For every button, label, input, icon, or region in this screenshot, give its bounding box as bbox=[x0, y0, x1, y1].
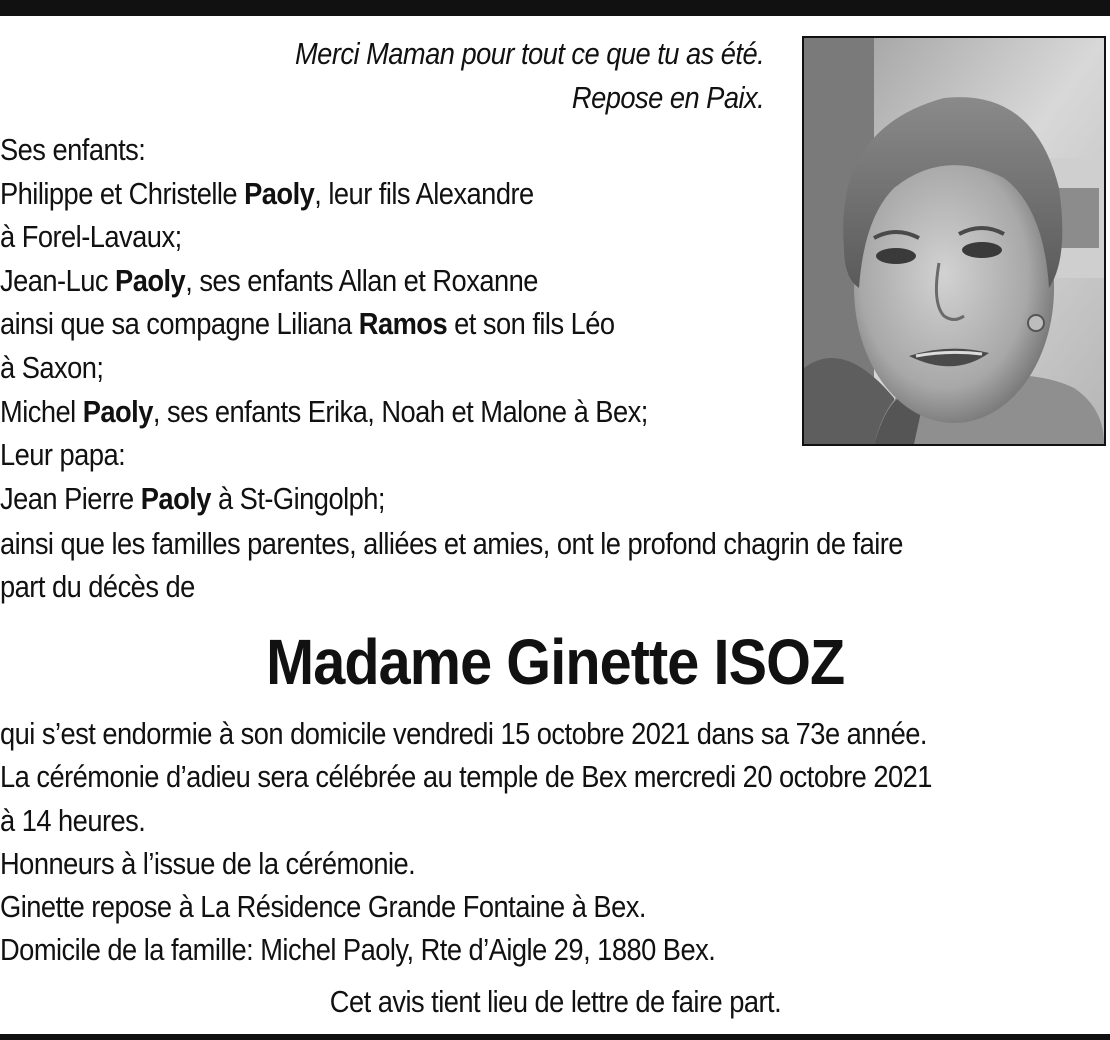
epitaph bbox=[295, 32, 764, 120]
family-line: Philippe et Christelle Paoly, leur fils Alexandre bbox=[0, 175, 534, 211]
ceremony-details bbox=[0, 712, 932, 972]
details-line: Ginette repose à La Résidence Grande Fontaine à Bex. bbox=[0, 889, 646, 925]
family-line: Jean Pierre Paoly à St-Gingolph; bbox=[0, 480, 385, 516]
family-line: ainsi que sa compagne Liliana Ramos et son fils Léo bbox=[0, 306, 615, 342]
details-line: à 14 heures. bbox=[0, 802, 146, 838]
portrait-illustration bbox=[804, 38, 1104, 444]
details-line: Honneurs à l’issue de la cérémonie. bbox=[0, 845, 416, 881]
closing-text: Cet avis tient lieu de lettre de faire part. bbox=[329, 984, 781, 1019]
closing-note bbox=[0, 980, 1110, 1024]
top-rule bbox=[0, 0, 1110, 16]
epitaph-line-1: Merci Maman pour tout ce que tu as été. bbox=[294, 36, 764, 71]
family-line: Jean-Luc Paoly, ses enfants Allan et Roxanne bbox=[0, 262, 538, 298]
bottom-rule bbox=[0, 1034, 1110, 1040]
announcement-line-1: ainsi que les familles parentes, alliées et amies, ont le profond chagrin de faire bbox=[0, 526, 903, 561]
details-line: qui s’est endormie à son domicile vendredi 15 octobre 2021 dans sa 73e année. bbox=[0, 716, 927, 751]
family-line: Leur papa: bbox=[0, 437, 126, 473]
announcement-line-2: part du décès de bbox=[0, 569, 195, 604]
deceased-name: Madame Ginette ISOZ bbox=[265, 626, 845, 698]
family-list bbox=[0, 128, 648, 520]
children-heading: Ses enfants: bbox=[0, 132, 146, 167]
family-line: Michel Paoly, ses enfants Erika, Noah et Malone à Bex; bbox=[0, 393, 648, 429]
epitaph-line-2: Repose en Paix. bbox=[571, 80, 764, 115]
announcement bbox=[0, 522, 903, 608]
family-line: à Forel-Lavaux; bbox=[0, 219, 182, 255]
details-line: Domicile de la famille: Michel Paoly, Rte d’Aigle 29, 1880 Bex. bbox=[0, 932, 716, 968]
portrait-photo bbox=[802, 36, 1106, 446]
details-line: La cérémonie d’adieu sera célébrée au temple de Bex mercredi 20 octobre 2021 bbox=[0, 759, 932, 795]
family-line: à Saxon; bbox=[0, 349, 104, 385]
deceased-name-heading bbox=[0, 622, 1110, 702]
